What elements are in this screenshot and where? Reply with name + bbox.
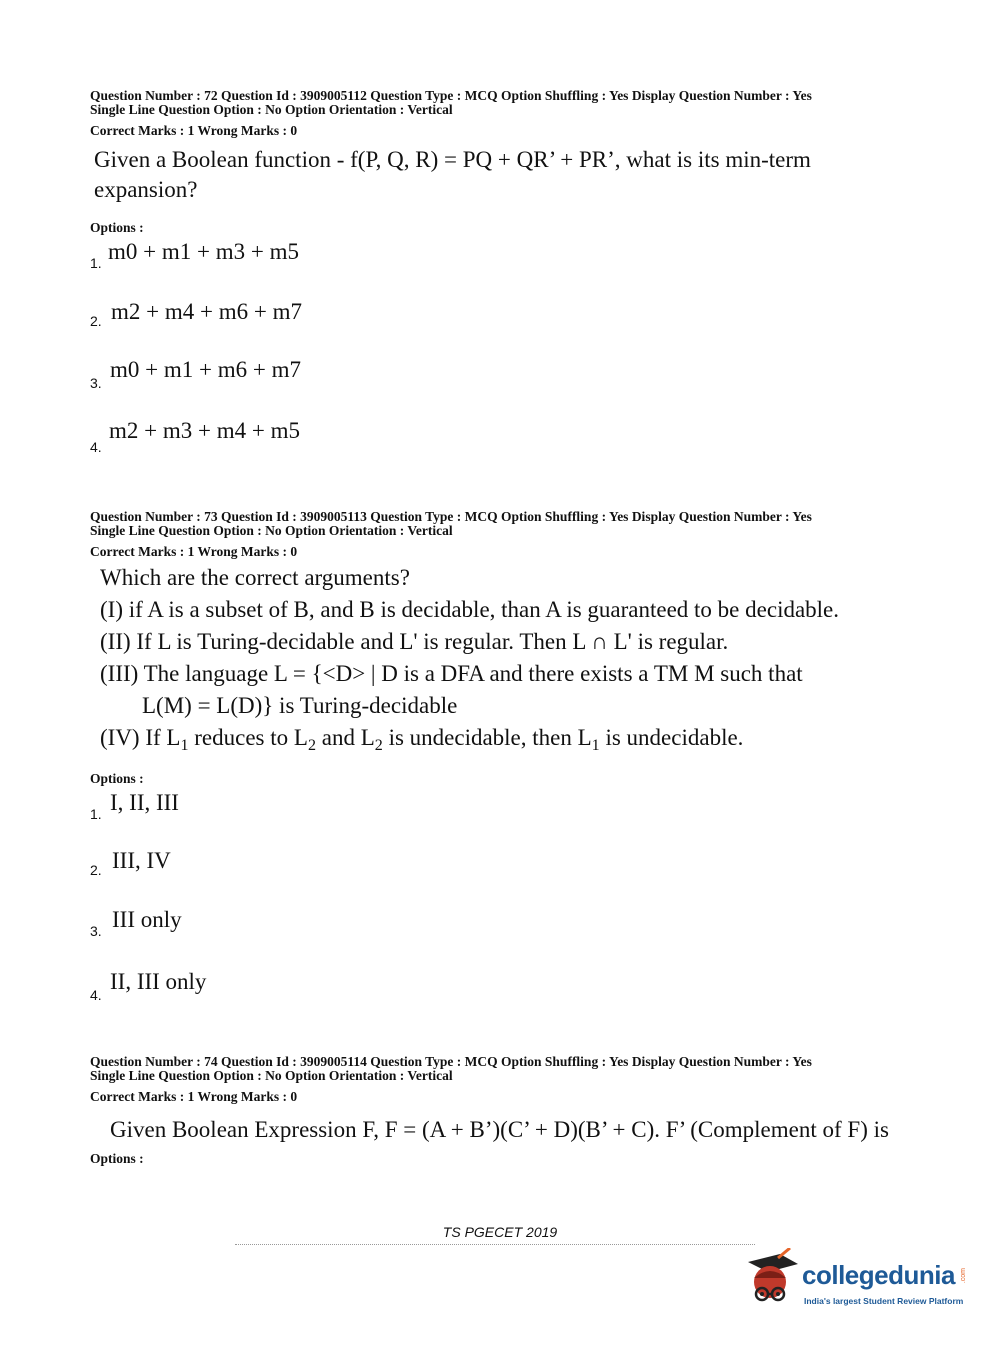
logo-tagline: India's largest Student Review Platform — [804, 1296, 964, 1306]
text-segment: reduces to L — [188, 725, 308, 750]
question-text-line: Given a Boolean function - f(P, Q, R) = PQ + QR’ + PR’, what is its min-term — [94, 147, 811, 172]
option-number: 3. — [90, 923, 102, 939]
footer-exam-name: TS PGECET 2019 — [442, 1224, 558, 1240]
question-text — [110, 1115, 910, 1145]
question-marks: Correct Marks : 1 Wrong Marks : 0 — [90, 1089, 298, 1104]
option-text: III only — [112, 907, 182, 932]
option-text: m0 + m1 + m6 + m7 — [110, 357, 301, 382]
question-text-line: expansion? — [94, 177, 198, 202]
question-72 — [90, 88, 910, 455]
text-segment: is undecidable, then L — [382, 725, 592, 750]
question-text-line: (I) if A is a subset of B, and B is decidable, than A is guaranteed to be decidable. — [100, 597, 840, 622]
logo-wordmark: collegedunia — [802, 1260, 955, 1290]
student-mascot-icon — [738, 1248, 802, 1312]
option-number: 1. — [90, 806, 102, 822]
option-number: 4. — [90, 987, 102, 1003]
subscript: 1 — [591, 737, 600, 754]
options-label: Options : — [90, 220, 144, 235]
question-meta: Single Line Question Option : No Option Orientation : Vertical — [90, 1068, 453, 1083]
option-number: 2. — [90, 862, 102, 878]
question-74 — [90, 1055, 910, 1167]
question-text — [94, 145, 910, 205]
text-segment: and L — [316, 725, 375, 750]
question-marks: Correct Marks : 1 Wrong Marks : 0 — [90, 544, 298, 559]
question-meta: Question Number : 73 Question Id : 3909005113 Question Type : MCQ Option Shuffling : Yes Display Question Number : Yes — [90, 509, 812, 524]
subscript: 2 — [374, 737, 383, 754]
option-text: III, IV — [112, 848, 171, 873]
question-meta: Single Line Question Option : No Option Orientation : Vertical — [90, 523, 453, 538]
subscript: 1 — [180, 737, 189, 754]
option-text: m2 + m4 + m6 + m7 — [111, 299, 302, 324]
question-text — [100, 562, 910, 762]
question-text-line: (III) The language L = {<D> | D is a DFA and there exists a TM M such that — [100, 661, 803, 686]
option-text: m2 + m3 + m4 + m5 — [109, 418, 300, 443]
question-text-line: Which are the correct arguments? — [100, 565, 410, 590]
question-meta: Question Number : 72 Question Id : 3909005112 Question Type : MCQ Option Shuffling : Yes Display Question Number : Yes — [90, 88, 812, 103]
option-text: m0 + m1 + m3 + m5 — [108, 239, 299, 264]
footer-divider — [235, 1244, 755, 1245]
subscript: 2 — [307, 737, 316, 754]
question-marks: Correct Marks : 1 Wrong Marks : 0 — [90, 123, 298, 138]
options-label: Options : — [90, 1151, 144, 1166]
text-segment: is undecidable. — [599, 725, 744, 750]
question-meta: Single Line Question Option : No Option Orientation : Vertical — [90, 102, 453, 117]
text-segment: (IV) If L — [100, 725, 181, 750]
option-text: I, II, III — [110, 790, 179, 815]
logo-suffix: .com — [960, 1268, 967, 1284]
question-text-line: (II) If L is Turing-decidable and L' is regular. Then L ∩ L' is regular. — [100, 629, 729, 654]
question-text-line: L(M) = L(D)} is Turing-decidable — [142, 693, 458, 718]
option-text: II, III only — [110, 969, 207, 994]
question-meta: Question Number : 74 Question Id : 3909005114 Question Type : MCQ Option Shuffling : Yes Display Question Number : Yes — [90, 1054, 812, 1069]
option-number: 2. — [90, 313, 102, 329]
option-number: 3. — [90, 375, 102, 391]
options-label: Options : — [90, 771, 144, 786]
question-73 — [90, 509, 910, 1003]
collegedunia-logo — [738, 1248, 978, 1318]
question-text-line: Given Boolean Expression F, F = (A + B’)(C’ + D)(B’ + C). F’ (Complement of F) is — [110, 1117, 889, 1142]
option-number: 4. — [90, 439, 102, 455]
option-number: 1. — [90, 255, 102, 271]
question-text-line-iv — [100, 722, 910, 762]
